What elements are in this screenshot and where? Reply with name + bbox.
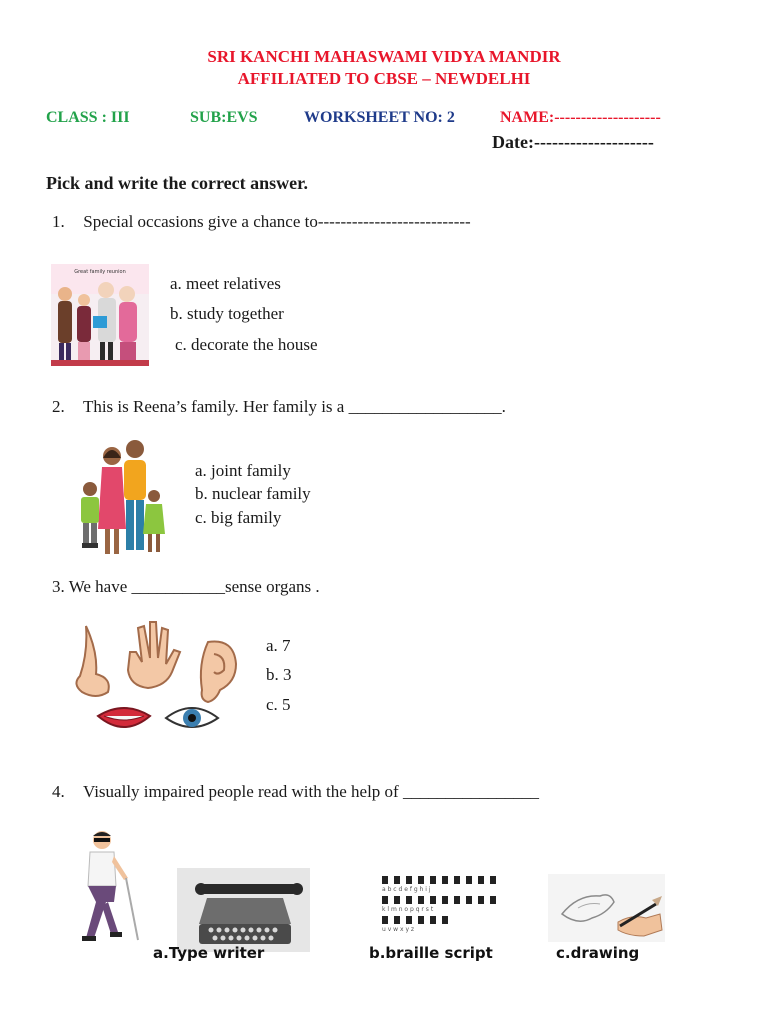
family-of-four-illustration bbox=[72, 434, 172, 564]
choice-caption-typewriter: a.Type writer bbox=[153, 944, 265, 962]
sense-organs-illustration bbox=[68, 612, 244, 747]
option-a: a. meet relatives bbox=[170, 274, 281, 293]
option-c: c. decorate the house bbox=[175, 335, 318, 354]
date-field: Date:-------------------- bbox=[492, 132, 654, 152]
option-c: c. 5 bbox=[266, 695, 291, 714]
class-label: CLASS : III bbox=[46, 109, 130, 126]
school-affiliation: AFFILIATED TO CBSE – NEWDELHI bbox=[237, 69, 531, 88]
option-b: b. nuclear family bbox=[195, 484, 311, 503]
question-number: 3. bbox=[52, 577, 65, 596]
choice-caption-drawing: c.drawing bbox=[556, 944, 640, 962]
braille-row-label: u v w x y z bbox=[382, 926, 415, 933]
question-number: 4. bbox=[52, 782, 65, 801]
option-a: a. 7 bbox=[266, 636, 291, 655]
braille-row-label: a b c d e f g h i j bbox=[382, 886, 431, 893]
option-b: b. study together bbox=[170, 304, 284, 323]
question-text: We have ___________sense organs . bbox=[68, 577, 320, 596]
question-number: 2. bbox=[52, 397, 65, 416]
question-3 bbox=[52, 577, 320, 597]
option-c: c. big family bbox=[195, 508, 282, 527]
option-b: b. 3 bbox=[266, 665, 292, 684]
braille-chart-image bbox=[378, 872, 510, 938]
family-gathering-illustration bbox=[51, 264, 149, 366]
subject-label: SUB:EVS bbox=[190, 109, 258, 126]
name-field: NAME:-------------------- bbox=[500, 109, 661, 126]
option-a: a. joint family bbox=[195, 461, 291, 480]
braille-row-label: k l m n o p q r s t bbox=[382, 906, 434, 913]
typewriter-image bbox=[177, 868, 310, 952]
question-4 bbox=[52, 782, 539, 802]
visually-impaired-person-illustration bbox=[78, 828, 144, 944]
hand-drawing-image bbox=[548, 874, 665, 942]
question-number: 1. bbox=[52, 212, 65, 231]
question-text: Special occasions give a chance to--------------------------- bbox=[83, 212, 471, 231]
question-text: This is Reena’s family. Her family is a __________________. bbox=[82, 397, 506, 416]
choice-caption-braille: b.braille script bbox=[369, 944, 493, 962]
instruction-heading: Pick and write the correct answer. bbox=[46, 173, 308, 193]
school-name: SRI KANCHI MAHASWAMI VIDYA MANDIR bbox=[207, 47, 561, 66]
illustration-caption: Great family reunion bbox=[74, 269, 126, 275]
question-1 bbox=[52, 212, 471, 232]
worksheet-label: WORKSHEET NO: 2 bbox=[304, 109, 455, 126]
question-text: Visually impaired people read with the help of ________________ bbox=[82, 782, 539, 801]
question-2 bbox=[52, 397, 506, 417]
